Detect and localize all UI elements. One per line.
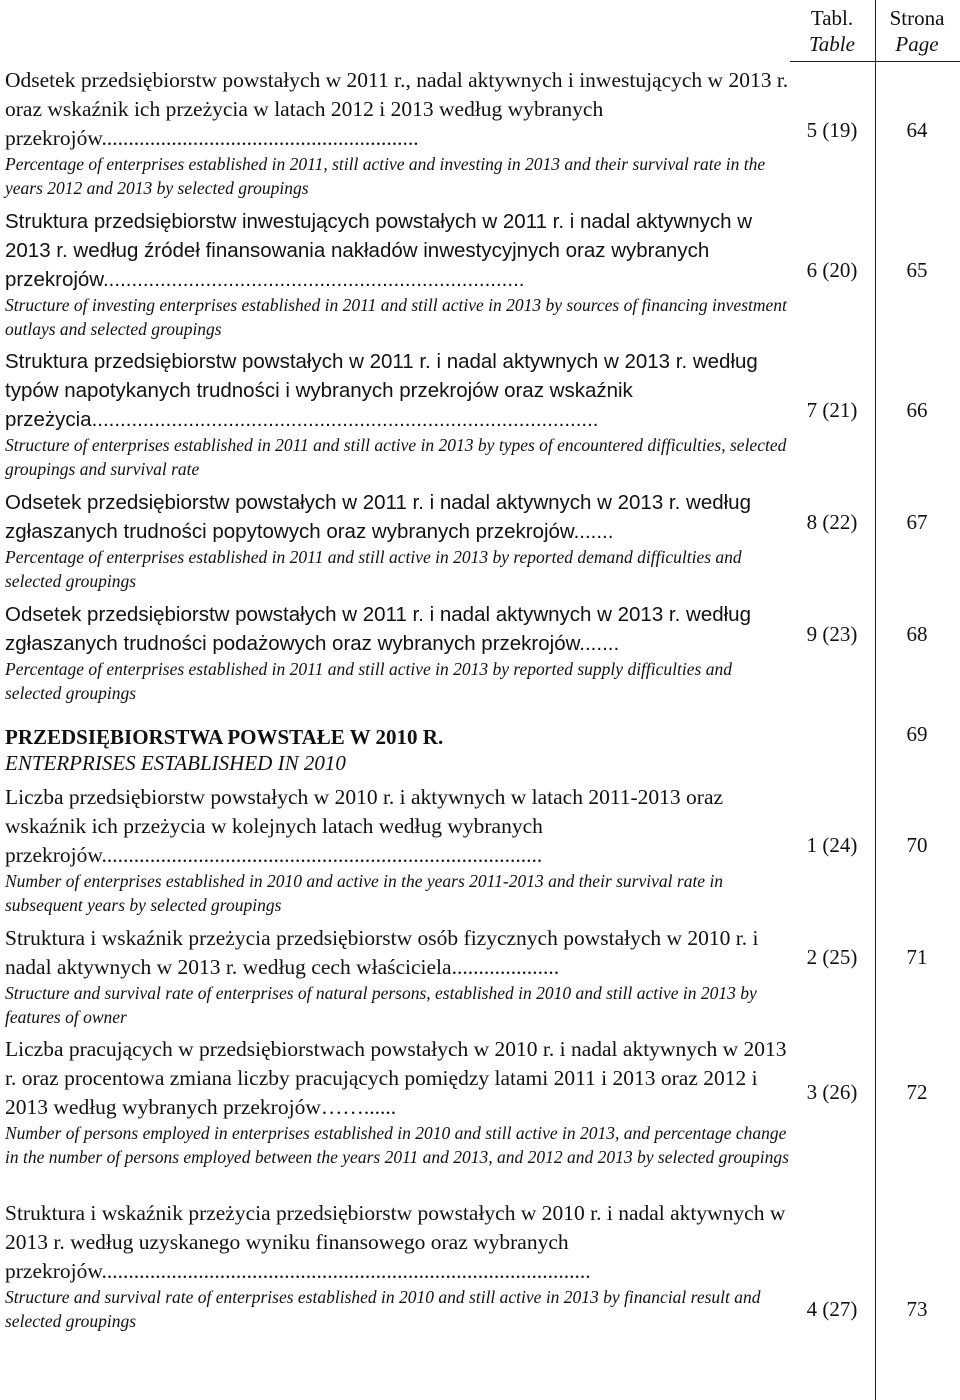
toc-entry[interactable] bbox=[5, 924, 790, 1029]
toc-entry-page-number: 73 bbox=[906, 1297, 928, 1321]
toc-entry-page-number: 66 bbox=[906, 398, 928, 422]
toc-entry-title-en: Number of persons employed in enterprises established in 2010 and still active in 2013, and percentage change in the number of persons employed between the years 2011 and 2013, and 2012 and 2013 by selected groupings bbox=[5, 1123, 789, 1167]
toc-entry-title-en: Number of enterprises established in 2010 and active in the years 2011-2013 and their survival rate in subsequent years by selected groupings bbox=[5, 871, 724, 915]
toc-entry-title-pl: Odsetek przedsiębiorstw powstałych w 2011 r., nadal aktywnych i inwestujących w 2013 r. oraz wskaźnik ich przeżycia w latach 2012 i 2013 według wybranych przekrojów........................................................... bbox=[5, 68, 789, 150]
toc-entry-title-pl: Struktura i wskaźnik przeżycia przedsiębiorstw powstałych w 2010 r. i nadal aktywnych w 2013 r. według uzyskanego wyniku finansowego oraz wybranych przekrojów........................................................................................... bbox=[5, 1201, 786, 1283]
toc-entry-page-number: 67 bbox=[906, 510, 928, 534]
toc-entry-page-number: 65 bbox=[906, 258, 928, 282]
column-header-page bbox=[877, 5, 957, 57]
toc-entry-table-number: 4 (27) bbox=[806, 1297, 858, 1321]
toc-entry-page-number: 64 bbox=[906, 118, 928, 142]
section-subtitle: ENTERPRISES ESTABLISHED IN 2010 bbox=[5, 751, 346, 775]
toc-entry-title-pl: Struktura przedsiębiorstw inwestujących powstałych w 2011 r. i nadal aktywnych w 2013 r. według źródeł finansowania nakładów inwestycyjnych oraz wybranych przekrojów.......................................................................... bbox=[5, 210, 753, 291]
column-header-table-en: Table bbox=[809, 32, 855, 56]
toc-entry-title-pl: Odsetek przedsiębiorstw powstałych w 2011 r. i nadal aktywnych w 2013 r. według zgłaszanych trudności podażowych oraz wybranych przekrojów....... bbox=[5, 603, 751, 655]
toc-entry-page-number: 71 bbox=[906, 945, 928, 969]
toc-entry-title-en: Structure of enterprises established in 2011 and still active in 2013 by types of encountered difficulties, selected groupings and survival rate bbox=[5, 435, 787, 479]
toc-entry-table-number: 8 (22) bbox=[806, 510, 858, 534]
section-page-number: 69 bbox=[906, 722, 928, 746]
toc-entry-table-number: 2 (25) bbox=[806, 945, 858, 969]
toc-entry-title-en: Percentage of enterprises established in 2011 and still active in 2013 by reported demand difficulties and selected groupings bbox=[5, 547, 742, 591]
toc-entry-title-en: Structure of investing enterprises established in 2011 and still active in 2013 by sources of financing investment outlays and selected groupings bbox=[5, 295, 787, 339]
toc-entry-title-pl: Struktura przedsiębiorstw powstałych w 2011 r. i nadal aktywnych w 2013 r. według typów napotykanych trudności i wybranych przekrojów oraz wskaźnik przeżycia......................................................................................... bbox=[5, 350, 758, 431]
toc-entry-table-number: 9 (23) bbox=[806, 622, 858, 646]
toc-entry-table-number: 7 (21) bbox=[806, 398, 858, 422]
toc-entry[interactable] bbox=[5, 1035, 790, 1169]
toc-entry-title-en: Percentage of enterprises established in 2011, still active and investing in 2013 and their survival rate in the years 2012 and 2013 by selected groupings bbox=[5, 154, 766, 198]
toc-entry-title-en: Structure and survival rate of enterprises established in 2010 and still active in 2013 by financial result and selected groupings bbox=[5, 1287, 761, 1331]
column-header-table bbox=[790, 5, 874, 57]
toc-entry-page-number: 70 bbox=[906, 833, 928, 857]
toc-entry-title-en: Structure and survival rate of enterprises of natural persons, established in 2010 and still active in 2013 by features of owner bbox=[5, 983, 757, 1027]
toc-entry-title-pl: Liczba przedsiębiorstw powstałych w 2010 r. i aktywnych w latach 2011-2013 oraz wskaźnik ich przeżycia w kolejnych latach według wybranych przekrojów.................................................................................. bbox=[5, 785, 724, 867]
toc-entry-table-number: 1 (24) bbox=[806, 833, 858, 857]
column-divider-vertical bbox=[875, 0, 876, 1400]
toc-entry[interactable] bbox=[5, 783, 790, 917]
toc-entry-page-number: 72 bbox=[906, 1080, 928, 1104]
section-heading[interactable] bbox=[5, 724, 790, 776]
toc-entry[interactable] bbox=[5, 347, 790, 481]
toc-entry-table-number: 6 (20) bbox=[806, 258, 858, 282]
header-divider-horizontal bbox=[790, 61, 960, 62]
toc-entry-title-pl: Odsetek przedsiębiorstw powstałych w 2011 r. i nadal aktywnych w 2013 r. według zgłaszanych trudności popytowych oraz wybranych przekrojów....... bbox=[5, 491, 751, 543]
toc-entry[interactable] bbox=[5, 66, 790, 200]
toc-entry-table-number: 5 (19) bbox=[806, 118, 858, 142]
section-title: PRZEDSIĘBIORSTWA POWSTAŁE W 2010 R. bbox=[5, 725, 444, 749]
toc-entry-title-en: Percentage of enterprises established in 2011 and still active in 2013 by reported supply difficulties and selected groupings bbox=[5, 659, 732, 703]
toc-entry[interactable] bbox=[5, 207, 790, 341]
toc-entry-title-pl: Liczba pracujących w przedsiębiorstwach powstałych w 2010 r. i nadal aktywnych w 2013 r. oraz procentowa zmiana liczby pracujących pomiędzy latami 2011 i 2013 oraz 2012 i 2013 według wybranych przekrojów……...... bbox=[5, 1037, 787, 1119]
toc-entry[interactable] bbox=[5, 600, 790, 705]
toc-entry-table-number: 3 (26) bbox=[806, 1080, 858, 1104]
toc-entry[interactable] bbox=[5, 1199, 790, 1333]
column-header-page-en: Page bbox=[895, 32, 939, 56]
column-header-page-pl: Strona bbox=[889, 6, 945, 30]
column-header-table-pl: Tabl. bbox=[810, 6, 854, 30]
toc-entry-page-number: 68 bbox=[906, 622, 928, 646]
toc-entry[interactable] bbox=[5, 488, 790, 593]
toc-entry-title-pl: Struktura i wskaźnik przeżycia przedsiębiorstw osób fizycznych powstałych w 2010 r. i nadal aktywnych w 2013 r. według cech właściciela.................... bbox=[5, 926, 759, 979]
